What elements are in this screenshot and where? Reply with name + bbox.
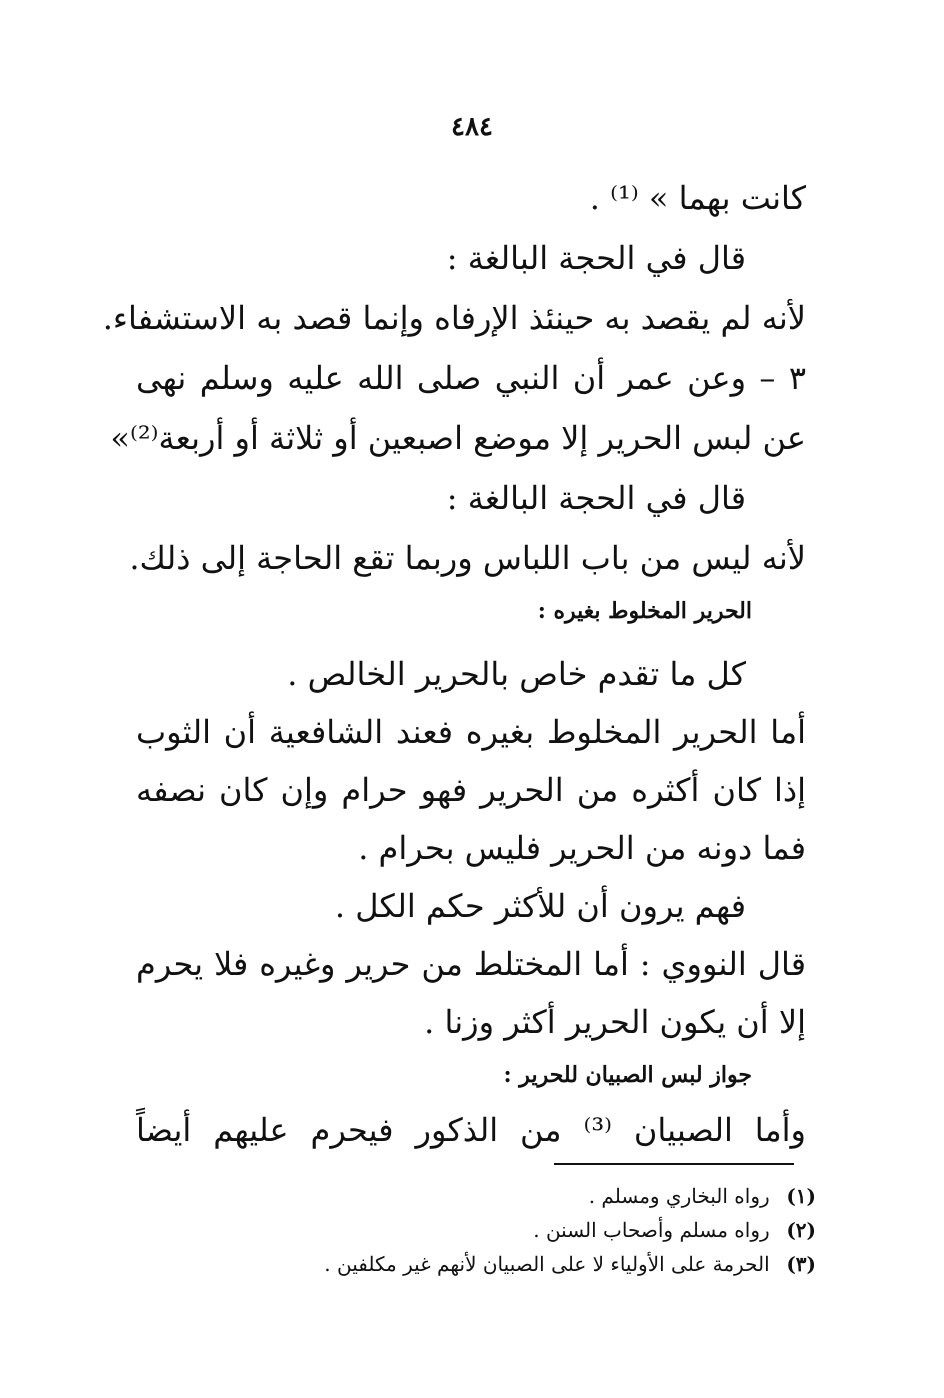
section-heading: الحرير المخلوط بغيره : (537, 598, 752, 624)
footnote-text: رواه البخاري ومسلم . (588, 1184, 770, 1208)
footnote-divider (554, 1163, 794, 1165)
page-number: ٤٨٤ (451, 112, 493, 142)
body-line: كانت بهما » ⁽¹⁾ . (589, 179, 806, 217)
footnote (533, 1216, 816, 1244)
body-line: ٣ – وعن عمر أن النبي صلى الله عليه وسلم نهى (136, 359, 806, 397)
section-heading: جواز لبس الصبيان للحرير : (503, 1062, 752, 1088)
footnote (589, 1182, 816, 1210)
body-line: إلا أن يكون الحرير أكثر وزنا . (424, 1003, 806, 1041)
footnote-number: (٢) (786, 1218, 816, 1242)
body-line: قال النووي : أما المختلط من حرير وغيره فلا يحرم (136, 945, 806, 983)
body-line: لأنه لم يقصد به حينئذ الإرفاه وإنما قصد به الاستشفاء. (102, 299, 806, 337)
body-line: عن لبس الحرير إلا موضع اصبعين أو ثلاثة أو أربعة⁽²⁾» (110, 419, 806, 457)
body-line: لأنه ليس من باب اللباس وربما تقع الحاجة إلى ذلك. (129, 539, 806, 577)
body-line: وأما الصبيان ⁽³⁾ من الذكور فيحرم عليهم أيضاً (136, 1111, 806, 1149)
body-line: كل ما تقدم خاص بالحرير الخالص . (287, 655, 746, 693)
body-line: قال في الحجة البالغة : (446, 479, 746, 517)
footnote-number: (٣) (786, 1252, 816, 1276)
body-line: فهم يرون أن للأكثر حكم الكل . (334, 887, 746, 925)
footnote-text: رواه مسلم وأصحاب السنن . (533, 1218, 770, 1242)
body-line: فما دونه من الحرير فليس بحرام . (358, 829, 806, 867)
footnote (324, 1250, 816, 1278)
body-line: إذا كان أكثره من الحرير فهو حرام وإن كان نصفه (136, 771, 806, 809)
body-line: قال في الحجة البالغة : (446, 239, 746, 277)
footnote-text: الحرمة على الأولياء لا على الصبيان لأنهم غير مكلفين . (324, 1252, 770, 1276)
body-line: أما الحرير المخلوط بغيره فعند الشافعية أن الثوب (136, 713, 807, 751)
footnote-number: (١) (786, 1184, 816, 1208)
